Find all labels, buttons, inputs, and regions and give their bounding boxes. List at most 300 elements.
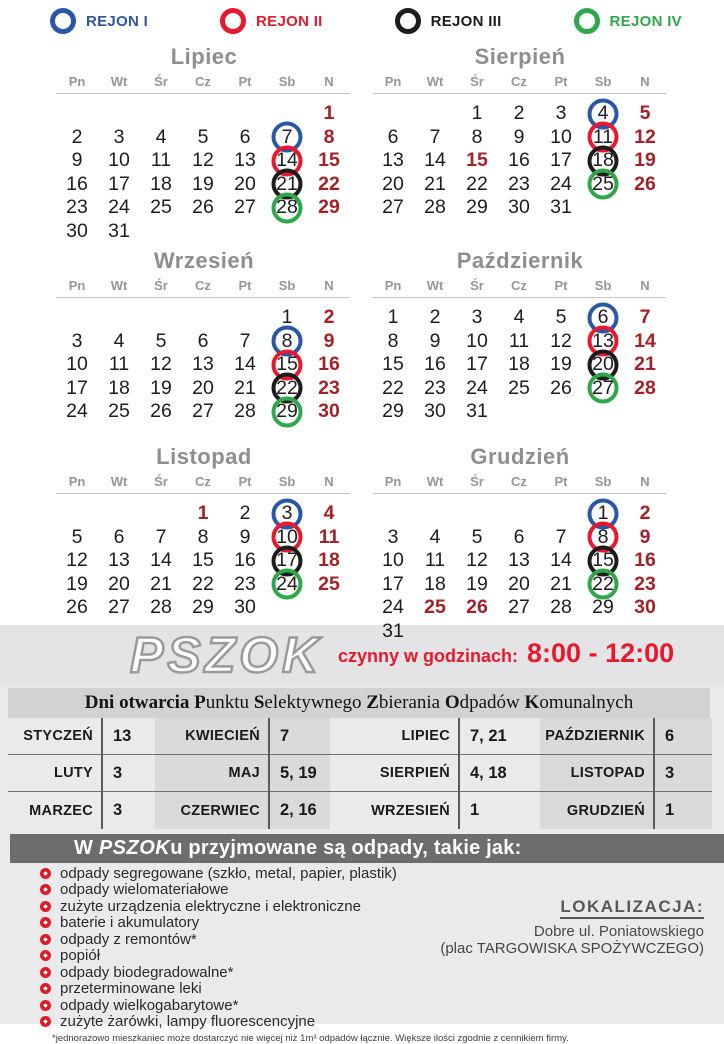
waste-item-label: popiół bbox=[60, 947, 101, 964]
weekday-header: Pn bbox=[68, 278, 86, 293]
day-number: 28 bbox=[550, 596, 572, 618]
day-cell bbox=[498, 353, 540, 377]
table-days-value: 7 bbox=[270, 718, 330, 755]
text-segment: Dni otwarcia bbox=[84, 692, 195, 713]
waste-list-item bbox=[40, 915, 470, 931]
pszok-table-title bbox=[8, 688, 710, 718]
day-number: 20 bbox=[508, 572, 530, 595]
day-number: 12 bbox=[150, 353, 172, 375]
day-number: 11 bbox=[592, 125, 614, 148]
red-bullet-icon bbox=[40, 983, 51, 994]
weekday-header: Wt bbox=[110, 278, 128, 293]
red-bullet-icon bbox=[40, 967, 51, 978]
day-number: 10 bbox=[550, 125, 572, 148]
day-cell bbox=[98, 400, 140, 424]
day-number: 15 bbox=[592, 549, 614, 571]
day-number: 26 bbox=[550, 376, 572, 399]
day-cell bbox=[582, 102, 624, 126]
day-cell bbox=[540, 173, 582, 197]
text-segment: W bbox=[74, 837, 99, 859]
day-cell bbox=[414, 377, 456, 401]
day-cell bbox=[456, 126, 498, 150]
waste-item-label: odpady biodegradowalne* bbox=[60, 963, 234, 981]
day-number: 16 bbox=[234, 549, 256, 571]
day-cell bbox=[624, 353, 666, 377]
day-number: 18 bbox=[318, 549, 340, 571]
day-cell bbox=[540, 306, 582, 330]
month-grid bbox=[372, 474, 668, 643]
day-number: 7 bbox=[239, 329, 251, 352]
day-number: 1 bbox=[281, 306, 293, 328]
day-number: 23 bbox=[318, 376, 340, 399]
month-calendar bbox=[372, 444, 668, 643]
table-month-label: PAŹDZIERNIK bbox=[540, 718, 655, 755]
empty-day-cell bbox=[56, 306, 98, 330]
day-number: 13 bbox=[108, 549, 130, 571]
table-days-value: 3 bbox=[103, 755, 155, 792]
day-number: 21 bbox=[276, 172, 298, 195]
day-number: 31 bbox=[108, 219, 130, 242]
waste-item-label: odpady wielkogabarytowe* bbox=[60, 996, 239, 1014]
month-title: Sierpień bbox=[474, 44, 566, 69]
day-number: 5 bbox=[197, 125, 209, 148]
day-number: 27 bbox=[382, 196, 404, 218]
location-title: LOKALIZACJA: bbox=[560, 897, 704, 919]
day-cell bbox=[414, 400, 456, 424]
day-cell bbox=[140, 526, 182, 550]
day-number: 5 bbox=[555, 306, 567, 328]
empty-day-cell bbox=[456, 502, 498, 526]
location-block bbox=[440, 897, 704, 957]
day-number: 26 bbox=[150, 400, 172, 422]
day-number: 26 bbox=[466, 596, 488, 618]
day-cell bbox=[98, 573, 140, 597]
day-number: 15 bbox=[192, 549, 214, 571]
day-cell bbox=[540, 549, 582, 573]
red-bullet-icon bbox=[40, 950, 51, 961]
table-month-label: CZERWIEC bbox=[155, 792, 270, 829]
day-number: 14 bbox=[234, 353, 256, 375]
day-cell bbox=[266, 549, 308, 573]
weekday-header: N bbox=[324, 474, 334, 489]
empty-day-cell bbox=[498, 502, 540, 526]
day-number: 21 bbox=[234, 376, 256, 399]
day-number: 4 bbox=[513, 306, 525, 328]
table-month-label: LISTOPAD bbox=[540, 755, 655, 792]
day-cell bbox=[56, 526, 98, 550]
day-number: 27 bbox=[108, 596, 130, 618]
day-cell bbox=[308, 126, 350, 150]
table-month-label: LIPIEC bbox=[330, 718, 460, 755]
day-number: 30 bbox=[318, 400, 340, 422]
day-cell bbox=[498, 149, 540, 173]
day-cell bbox=[308, 330, 350, 354]
day-cell bbox=[224, 596, 266, 620]
empty-day-cell bbox=[98, 102, 140, 126]
empty-day-cell bbox=[56, 502, 98, 526]
day-number: 28 bbox=[424, 196, 446, 218]
day-cell bbox=[140, 330, 182, 354]
waste-list bbox=[40, 865, 470, 1030]
day-cell bbox=[308, 549, 350, 573]
day-number: 17 bbox=[466, 353, 488, 375]
day-cell bbox=[308, 149, 350, 173]
month-calendar bbox=[56, 44, 352, 243]
weekday-header: Śr bbox=[470, 474, 484, 489]
day-number: 11 bbox=[318, 525, 340, 548]
day-cell bbox=[456, 353, 498, 377]
waste-item-label: baterie i akumulatory bbox=[60, 914, 200, 931]
day-number: 30 bbox=[66, 219, 88, 242]
day-number: 12 bbox=[192, 149, 214, 171]
day-cell bbox=[224, 126, 266, 150]
day-cell bbox=[266, 126, 308, 150]
day-number: 3 bbox=[555, 102, 567, 124]
table-month-label: GRUDZIEŃ bbox=[540, 792, 655, 829]
day-cell bbox=[56, 220, 98, 244]
hours-label: czynny w godzinach: bbox=[338, 646, 519, 666]
weekday-header: Pn bbox=[384, 74, 402, 89]
empty-day-cell bbox=[372, 102, 414, 126]
weekday-header: Śr bbox=[154, 74, 168, 89]
weekday-header: Śr bbox=[470, 278, 484, 293]
day-cell bbox=[624, 596, 666, 620]
day-number: 28 bbox=[634, 376, 656, 399]
text-segment: bierania bbox=[378, 692, 445, 713]
day-number: 17 bbox=[66, 376, 88, 399]
day-cell bbox=[224, 573, 266, 597]
day-number: 18 bbox=[592, 149, 614, 171]
table-days-value: 2, 16 bbox=[270, 792, 330, 829]
waste-item-label: zużyte żarówki, lampy fluorescencyjne bbox=[60, 1013, 316, 1030]
day-number: 17 bbox=[382, 572, 404, 595]
text-segment: P bbox=[194, 692, 206, 713]
day-cell bbox=[266, 573, 308, 597]
day-number: 30 bbox=[634, 596, 656, 618]
weekday-header: N bbox=[324, 278, 334, 293]
day-cell bbox=[182, 353, 224, 377]
day-cell bbox=[372, 400, 414, 424]
day-cell bbox=[98, 196, 140, 220]
day-number: 24 bbox=[382, 596, 404, 618]
weekday-header: Sb bbox=[278, 474, 296, 489]
day-number: 23 bbox=[234, 572, 256, 595]
empty-day-cell bbox=[98, 502, 140, 526]
day-cell bbox=[308, 526, 350, 550]
day-cell bbox=[308, 400, 350, 424]
day-number: 20 bbox=[108, 572, 130, 595]
day-number: 1 bbox=[323, 102, 335, 124]
day-number: 16 bbox=[634, 549, 656, 571]
day-number: 19 bbox=[466, 572, 488, 595]
day-number: 1 bbox=[387, 306, 399, 328]
day-number: 9 bbox=[239, 525, 251, 548]
day-cell bbox=[372, 196, 414, 220]
weekday-header: N bbox=[324, 74, 334, 89]
weekday-header: Cz bbox=[195, 74, 211, 89]
day-cell bbox=[456, 173, 498, 197]
location-address-line2: (plac TARGOWISKA SPOŻYWCZEGO) bbox=[440, 940, 704, 957]
day-cell bbox=[266, 173, 308, 197]
text-segment: S bbox=[253, 692, 265, 713]
day-number: 3 bbox=[71, 329, 83, 352]
waste-list-item bbox=[40, 981, 470, 997]
weekday-header: Pt bbox=[238, 474, 252, 489]
red-bullet-icon bbox=[40, 917, 51, 928]
day-number: 5 bbox=[639, 102, 651, 124]
day-cell bbox=[372, 549, 414, 573]
day-cell bbox=[140, 573, 182, 597]
day-cell bbox=[456, 400, 498, 424]
day-cell bbox=[498, 549, 540, 573]
day-cell bbox=[98, 149, 140, 173]
day-number: 21 bbox=[634, 353, 656, 375]
day-cell bbox=[582, 353, 624, 377]
day-number: 25 bbox=[318, 572, 340, 595]
empty-day-cell bbox=[372, 502, 414, 526]
day-cell bbox=[498, 526, 540, 550]
table-month-label: KWIECIEŃ bbox=[155, 718, 270, 755]
header-rule bbox=[372, 493, 666, 494]
day-cell bbox=[624, 330, 666, 354]
weekday-header: Wt bbox=[426, 474, 444, 489]
weekday-header: Wt bbox=[110, 74, 128, 89]
day-cell bbox=[498, 377, 540, 401]
day-cell bbox=[266, 196, 308, 220]
day-number: 7 bbox=[281, 125, 293, 148]
legend-label: REJON III bbox=[430, 12, 502, 30]
text-segment: unktu bbox=[205, 692, 254, 713]
day-cell bbox=[56, 330, 98, 354]
weekday-header: Pt bbox=[554, 278, 568, 293]
text-segment: Z bbox=[366, 692, 379, 713]
day-number: 11 bbox=[108, 353, 130, 375]
table-month-label: WRZESIEŃ bbox=[330, 792, 460, 829]
day-number: 9 bbox=[71, 149, 83, 171]
weekday-header: Sb bbox=[594, 474, 612, 489]
day-cell bbox=[266, 353, 308, 377]
day-cell bbox=[582, 126, 624, 150]
day-cell bbox=[56, 149, 98, 173]
empty-day-cell bbox=[182, 306, 224, 330]
pszok-logo: PSZOK bbox=[130, 627, 323, 683]
day-number: 4 bbox=[597, 102, 609, 124]
empty-day-cell bbox=[414, 102, 456, 126]
day-cell bbox=[266, 377, 308, 401]
day-number: 29 bbox=[592, 596, 614, 618]
day-number: 8 bbox=[197, 525, 209, 548]
day-number: 10 bbox=[108, 149, 130, 171]
weekday-header: Cz bbox=[511, 474, 527, 489]
day-number: 22 bbox=[382, 376, 404, 399]
day-cell bbox=[224, 502, 266, 526]
day-number: 12 bbox=[66, 549, 88, 571]
weekday-header: Pt bbox=[238, 74, 252, 89]
day-number: 3 bbox=[387, 525, 399, 548]
weekday-header: N bbox=[640, 278, 650, 293]
day-number: 5 bbox=[471, 525, 483, 548]
day-cell bbox=[582, 173, 624, 197]
day-cell bbox=[98, 377, 140, 401]
day-cell bbox=[224, 353, 266, 377]
day-number: 25 bbox=[150, 196, 172, 218]
day-number: 11 bbox=[424, 549, 446, 571]
opening-hours bbox=[338, 638, 674, 669]
day-cell bbox=[540, 330, 582, 354]
waste-list-item bbox=[40, 948, 470, 964]
day-number: 16 bbox=[66, 172, 88, 195]
weekday-header: Sb bbox=[594, 74, 612, 89]
day-cell bbox=[308, 502, 350, 526]
day-cell bbox=[140, 196, 182, 220]
month-calendar bbox=[372, 248, 668, 424]
day-number: 19 bbox=[192, 172, 214, 195]
day-number: 9 bbox=[323, 329, 335, 352]
day-cell bbox=[308, 377, 350, 401]
day-cell bbox=[56, 400, 98, 424]
day-cell bbox=[414, 196, 456, 220]
table-days-value: 6 bbox=[655, 718, 712, 755]
empty-day-cell bbox=[98, 306, 140, 330]
day-cell bbox=[456, 306, 498, 330]
day-number: 14 bbox=[276, 149, 298, 171]
day-number: 9 bbox=[639, 525, 651, 548]
day-number: 15 bbox=[318, 149, 340, 171]
waste-list-item bbox=[40, 865, 470, 881]
day-cell bbox=[624, 549, 666, 573]
red-bullet-icon bbox=[40, 868, 51, 879]
day-cell bbox=[498, 173, 540, 197]
day-number: 2 bbox=[239, 502, 251, 524]
day-number: 22 bbox=[318, 172, 340, 195]
day-number: 7 bbox=[155, 525, 167, 548]
day-cell bbox=[456, 149, 498, 173]
day-cell bbox=[414, 149, 456, 173]
day-number: 8 bbox=[387, 329, 399, 352]
day-cell bbox=[624, 526, 666, 550]
day-number: 26 bbox=[634, 172, 656, 195]
day-cell bbox=[56, 353, 98, 377]
day-cell bbox=[624, 502, 666, 526]
day-cell bbox=[414, 526, 456, 550]
day-cell bbox=[182, 377, 224, 401]
day-cell bbox=[308, 573, 350, 597]
day-cell bbox=[182, 196, 224, 220]
day-cell bbox=[624, 306, 666, 330]
day-cell bbox=[498, 573, 540, 597]
day-number: 5 bbox=[155, 329, 167, 352]
legend-label: REJON II bbox=[256, 12, 323, 30]
day-cell bbox=[456, 102, 498, 126]
day-cell bbox=[98, 330, 140, 354]
day-cell bbox=[266, 149, 308, 173]
waste-list-item bbox=[40, 997, 470, 1013]
day-number: 27 bbox=[508, 596, 530, 618]
waste-item-label: zużyte urządzenia elektryczne i elektroniczne bbox=[60, 897, 361, 915]
day-number: 24 bbox=[108, 196, 130, 218]
day-cell bbox=[540, 149, 582, 173]
day-cell bbox=[498, 126, 540, 150]
day-number: 12 bbox=[466, 549, 488, 571]
day-number: 6 bbox=[197, 329, 209, 352]
day-number: 7 bbox=[429, 125, 441, 148]
location-address-line1: Dobre ul. Poniatowskiego bbox=[533, 923, 704, 940]
day-number: 8 bbox=[597, 525, 609, 548]
day-cell bbox=[414, 306, 456, 330]
day-cell bbox=[56, 377, 98, 401]
weekday-header: Cz bbox=[511, 278, 527, 293]
day-cell bbox=[456, 596, 498, 620]
day-number: 21 bbox=[150, 572, 172, 595]
table-month-label: MAJ bbox=[155, 755, 270, 792]
day-number: 29 bbox=[318, 196, 340, 218]
table-days-value: 5, 19 bbox=[270, 755, 330, 792]
weekday-header: Śr bbox=[154, 474, 168, 489]
day-cell bbox=[456, 549, 498, 573]
day-cell bbox=[140, 126, 182, 150]
day-number: 24 bbox=[276, 572, 298, 595]
day-cell bbox=[224, 377, 266, 401]
waste-item-label: odpady segregowane (szkło, metal, papier, plastik) bbox=[60, 864, 397, 882]
day-number: 14 bbox=[150, 549, 172, 571]
day-cell bbox=[308, 173, 350, 197]
day-cell bbox=[498, 196, 540, 220]
day-number: 16 bbox=[424, 353, 446, 375]
day-number: 7 bbox=[555, 525, 567, 548]
day-number: 21 bbox=[424, 172, 446, 195]
day-number: 19 bbox=[150, 376, 172, 399]
day-cell bbox=[56, 573, 98, 597]
day-number: 11 bbox=[150, 149, 172, 171]
weekday-header: Sb bbox=[278, 74, 296, 89]
day-number: 20 bbox=[382, 172, 404, 195]
day-cell bbox=[456, 526, 498, 550]
weekday-header: Śr bbox=[470, 74, 484, 89]
day-number: 12 bbox=[634, 125, 656, 148]
red-bullet-icon bbox=[40, 1016, 51, 1027]
day-cell bbox=[98, 596, 140, 620]
waste-list-item bbox=[40, 931, 470, 947]
table-month-label: MARZEC bbox=[8, 792, 103, 829]
day-cell bbox=[266, 502, 308, 526]
day-cell bbox=[140, 353, 182, 377]
day-number: 29 bbox=[466, 196, 488, 218]
day-cell bbox=[624, 173, 666, 197]
day-number: 13 bbox=[508, 549, 530, 571]
day-cell bbox=[140, 149, 182, 173]
text-segment: elektywnego bbox=[264, 692, 367, 713]
day-number: 23 bbox=[66, 196, 88, 218]
day-cell bbox=[582, 306, 624, 330]
day-cell bbox=[308, 353, 350, 377]
weekday-header: Cz bbox=[195, 278, 211, 293]
day-cell bbox=[582, 330, 624, 354]
table-days-value: 3 bbox=[655, 755, 712, 792]
day-number: 17 bbox=[276, 549, 298, 571]
footnote: *jednorazowo mieszkaniec może dostarczyć nie więcej niż 1m³ odpadów łącznie. Większe ilości zgodnie z cennikiem firmy. bbox=[52, 1033, 569, 1044]
empty-day-cell bbox=[182, 102, 224, 126]
day-cell bbox=[582, 149, 624, 173]
day-number: 20 bbox=[192, 376, 214, 399]
day-cell bbox=[498, 306, 540, 330]
day-number: 16 bbox=[508, 149, 530, 171]
weekday-header: Pt bbox=[238, 278, 252, 293]
day-cell bbox=[140, 173, 182, 197]
day-cell bbox=[456, 377, 498, 401]
day-cell bbox=[540, 353, 582, 377]
waste-list-item bbox=[40, 964, 470, 980]
day-cell bbox=[182, 549, 224, 573]
